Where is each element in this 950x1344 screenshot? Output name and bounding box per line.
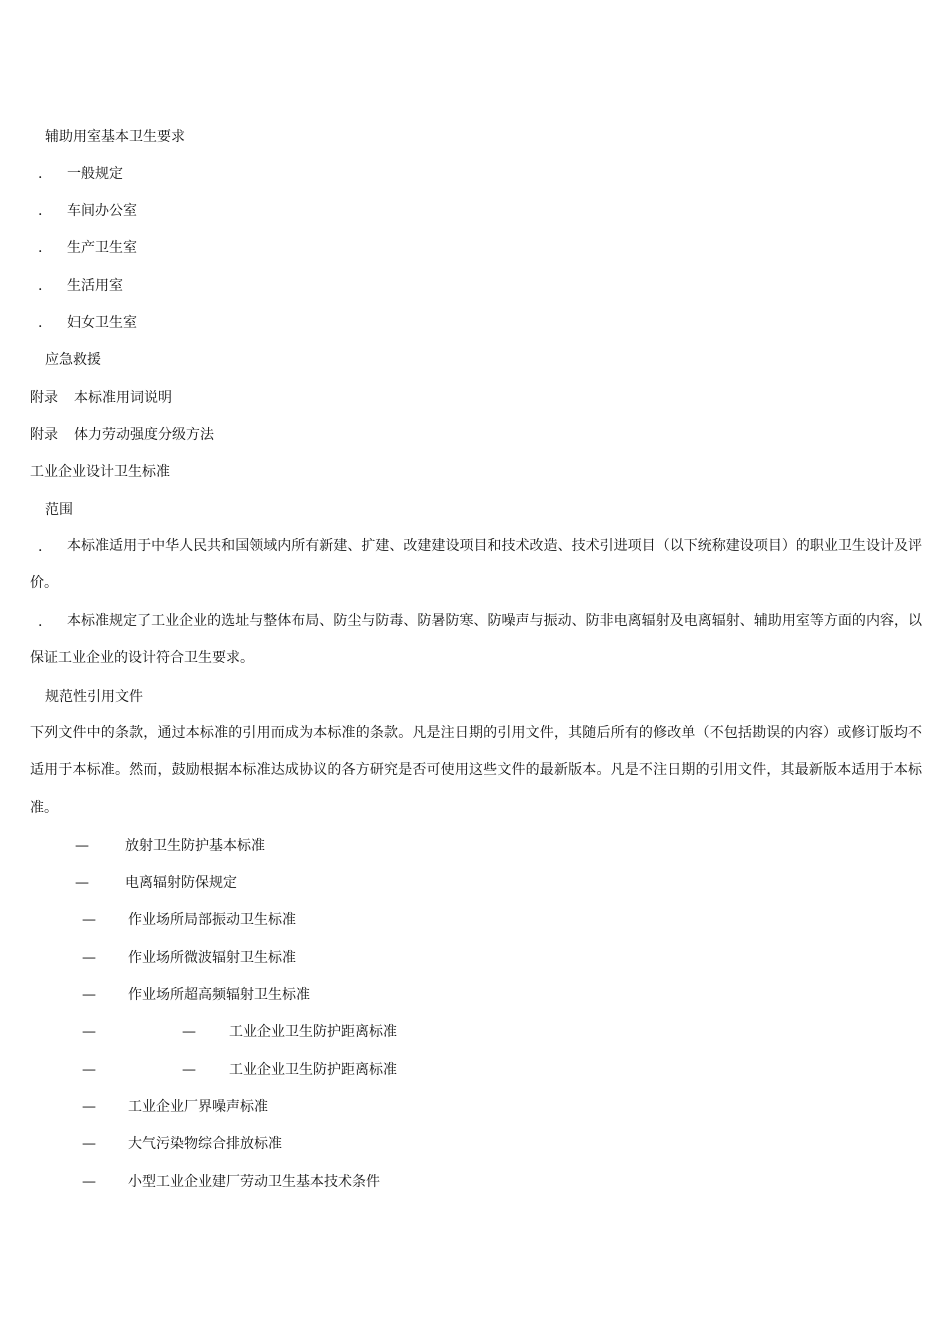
ref-item: 大气污染物综合排放标准 [128,1136,282,1152]
ref-item: 工业企业厂界噪声标准 [128,1099,268,1115]
ref-dash: — [82,950,96,966]
toc-dot: . [38,315,43,331]
toc-dot: . [38,278,43,294]
toc-dot: . [38,240,43,256]
toc-aux-rooms: 辅助用室基本卫生要求 [45,129,185,145]
toc-appendix-a-text: 本标准用词说明 [74,390,172,406]
ref-dash: — [82,1024,96,1040]
ref-dash: — [82,1099,96,1115]
scope-heading: 范围 [45,502,73,518]
toc-dot: . [38,166,43,182]
ref-item: 电离辐射防保规定 [125,875,237,891]
ref-item: 小型工业企业建厂劳动卫生基本技术条件 [128,1174,380,1190]
ref-dash: — [82,1136,96,1152]
ref-item: 作业场所局部振动卫生标准 [128,912,296,928]
refs-heading: 规范性引用文件 [45,689,143,705]
ref-item: 工业企业卫生防护距离标准 [229,1024,397,1040]
ref-item: 作业场所微波辐射卫生标准 [128,950,296,966]
scope-paragraph-1: 本标准适用于中华人民共和国领域内所有新建、扩建、改建建设项目和技术改造、技术引进项目（以下统称建设项目）的职业卫生设计及评价。 [30,538,922,592]
toc-emergency: 应急救援 [45,352,101,368]
toc-dot: . [38,203,43,219]
ref-dash: — [82,1174,96,1190]
toc-appendix-a-label: 附录 [30,390,58,406]
ref-dash: — [182,1024,196,1040]
toc-appendix-b-label: 附录 [30,427,58,443]
ref-item: 作业场所超高频辐射卫生标准 [128,987,310,1003]
scope-p1-dot: . [38,539,43,555]
scope-p2-dot: . [38,614,43,630]
toc-women-sanitary: 妇女卫生室 [67,315,137,331]
toc-living-rooms: 生活用室 [67,278,123,294]
ref-item: 工业企业卫生防护距离标准 [229,1062,397,1078]
toc-appendix-b-text: 体力劳动强度分级方法 [74,427,214,443]
ref-dash: — [82,912,96,928]
doc-title: 工业企业设计卫生标准 [30,464,170,480]
ref-dash: — [182,1062,196,1078]
ref-dash: — [75,875,89,891]
toc-production-sanitary: 生产卫生室 [67,240,137,256]
ref-dash: — [75,838,89,854]
toc-workshop-office: 车间办公室 [67,203,137,219]
scope-paragraph-2: 本标准规定了工业企业的选址与整体布局、防尘与防毒、防暑防寒、防噪声与振动、防非电离辐射及电离辐射、辅助用室等方面的内容，以保证工业企业的设计符合卫生要求。 [30,613,922,667]
ref-dash: — [82,1062,96,1078]
ref-item: 放射卫生防护基本标准 [125,838,265,854]
toc-general: 一般规定 [67,166,123,182]
ref-dash: — [82,987,96,1003]
refs-intro: 下列文件中的条款，通过本标准的引用而成为本标准的条款。凡是注日期的引用文件，其随后所有的修改单（不包括勘误的内容）或修订版均不适用于本标准。然而，鼓励根据本标准达成协议的各方研究是否可使用这些文件的最新版本。凡是不注日期的引用文件，其最新版本适用于本标准。 [30,725,922,816]
